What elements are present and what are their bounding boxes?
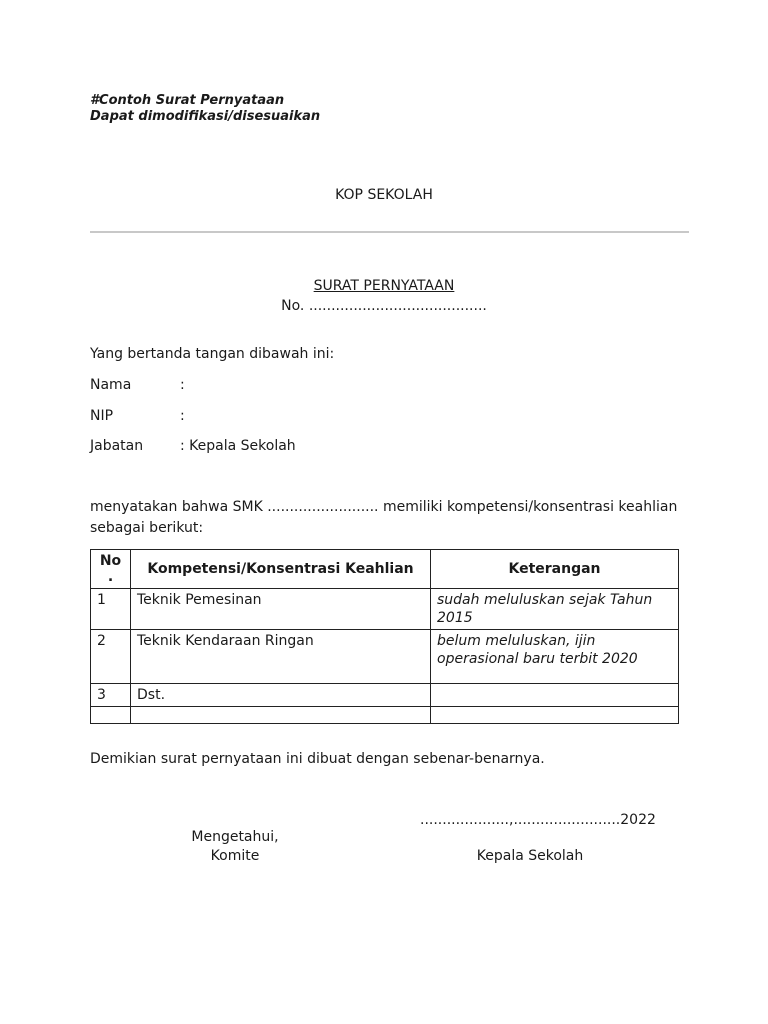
statement-line-1: menyatakan bahwa SMK ......................... memiliki kompetensi/konsentrasi keahlian <box>90 499 678 515</box>
document-number: No. ........................................ <box>281 298 487 314</box>
table-row-empty <box>91 707 679 724</box>
template-note: #Contoh Surat Pernyataan <box>90 93 285 108</box>
table-row <box>91 630 679 684</box>
table-header-row <box>91 550 679 589</box>
closing-text: Demikian surat pernyataan ini dibuat dengan sebenar-benarnya. <box>90 751 545 767</box>
row-keterangan <box>431 707 679 724</box>
field-label-nama: Nama <box>90 377 132 393</box>
row-number: 2 <box>91 630 131 684</box>
row-number: 3 <box>91 684 131 707</box>
row-kompetensi: Teknik Pemesinan <box>131 589 431 630</box>
header-kompetensi: Kompetensi/Konsentrasi Keahlian <box>131 550 431 589</box>
row-kompetensi: Dst. <box>131 684 431 707</box>
row-kompetensi <box>131 707 431 724</box>
row-keterangan: belum meluluskan, ijin operasional baru terbit 2020 <box>431 630 679 684</box>
signer-right-role: Kepala Sekolah <box>476 848 584 864</box>
field-value-nama: : <box>180 377 185 393</box>
field-label-nip: NIP <box>90 408 114 424</box>
table-row <box>91 589 679 630</box>
row-keterangan: sudah meluluskan sejak Tahun 2015 <box>431 589 679 630</box>
place-date-line: ....................,........................2022 <box>420 812 656 828</box>
table-row <box>91 684 679 707</box>
statement-line-2: sebagai berikut: <box>90 520 204 536</box>
header-no-line-1: No <box>99 553 122 569</box>
letterhead-divider <box>90 231 689 233</box>
row-kompetensi: Teknik Kendaraan Ringan <box>131 630 431 684</box>
competency-table <box>90 549 679 724</box>
row-number: 1 <box>91 589 131 630</box>
field-value-jabatan: : Kepala Sekolah <box>180 438 296 454</box>
field-label-jabatan: Jabatan <box>90 438 144 454</box>
signer-left-role: Komite <box>210 848 260 864</box>
header-no-line-2: . <box>107 569 114 585</box>
document-title: SURAT PERNYATAAN <box>313 278 455 294</box>
template-note-subtitle: Dapat dimodifikasi/disesuaikan <box>90 109 321 124</box>
header-no <box>91 550 131 589</box>
field-value-nip: : <box>180 408 185 424</box>
row-number <box>91 707 131 724</box>
header-keterangan: Keterangan <box>431 550 679 589</box>
letterhead: KOP SEKOLAH <box>335 187 433 203</box>
row-keterangan <box>431 684 679 707</box>
signer-left-title: Mengetahui, <box>191 829 279 845</box>
intro-text: Yang bertanda tangan dibawah ini: <box>90 346 335 362</box>
